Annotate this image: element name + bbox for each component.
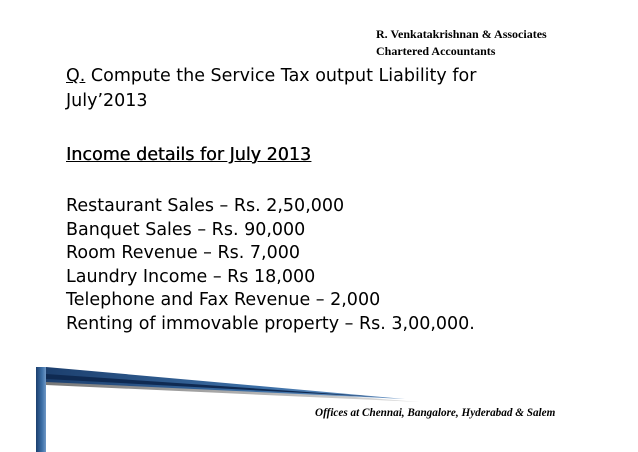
question-text: Compute the Service Tax output Liability for bbox=[85, 66, 477, 86]
swoosh-shadow bbox=[46, 373, 420, 402]
income-heading: Income details for July 2013 bbox=[66, 145, 312, 165]
list-item: Restaurant Sales – Rs. 2,50,000 bbox=[66, 196, 345, 216]
swoosh-dark bbox=[46, 374, 380, 397]
firm-subtitle: Chartered Accountants bbox=[376, 44, 496, 58]
list-item: Banquet Sales – Rs. 90,000 bbox=[66, 219, 306, 240]
firm-header bbox=[376, 26, 547, 60]
list-item: Telephone and Fax Revenue – 2,000 bbox=[66, 290, 381, 311]
list-item: Room Revenue – Rs. 7,000 bbox=[66, 243, 300, 264]
left-accent-bar bbox=[36, 367, 46, 452]
question-text-line2: July’2013 bbox=[66, 91, 148, 111]
income-list bbox=[66, 195, 475, 337]
list-item: Renting of immovable property – Rs. 3,00,000. bbox=[66, 313, 475, 334]
question-label: Q. bbox=[66, 66, 86, 86]
list-item: Laundry Income – Rs 18,000 bbox=[66, 266, 316, 287]
footer-offices: Offices at Chennai, Bangalore, Hyderabad & Salem bbox=[315, 407, 556, 419]
firm-name: R. Venkatakrishnan & Associates bbox=[376, 27, 547, 41]
question-block bbox=[66, 64, 626, 114]
swoosh-blue bbox=[46, 367, 405, 399]
